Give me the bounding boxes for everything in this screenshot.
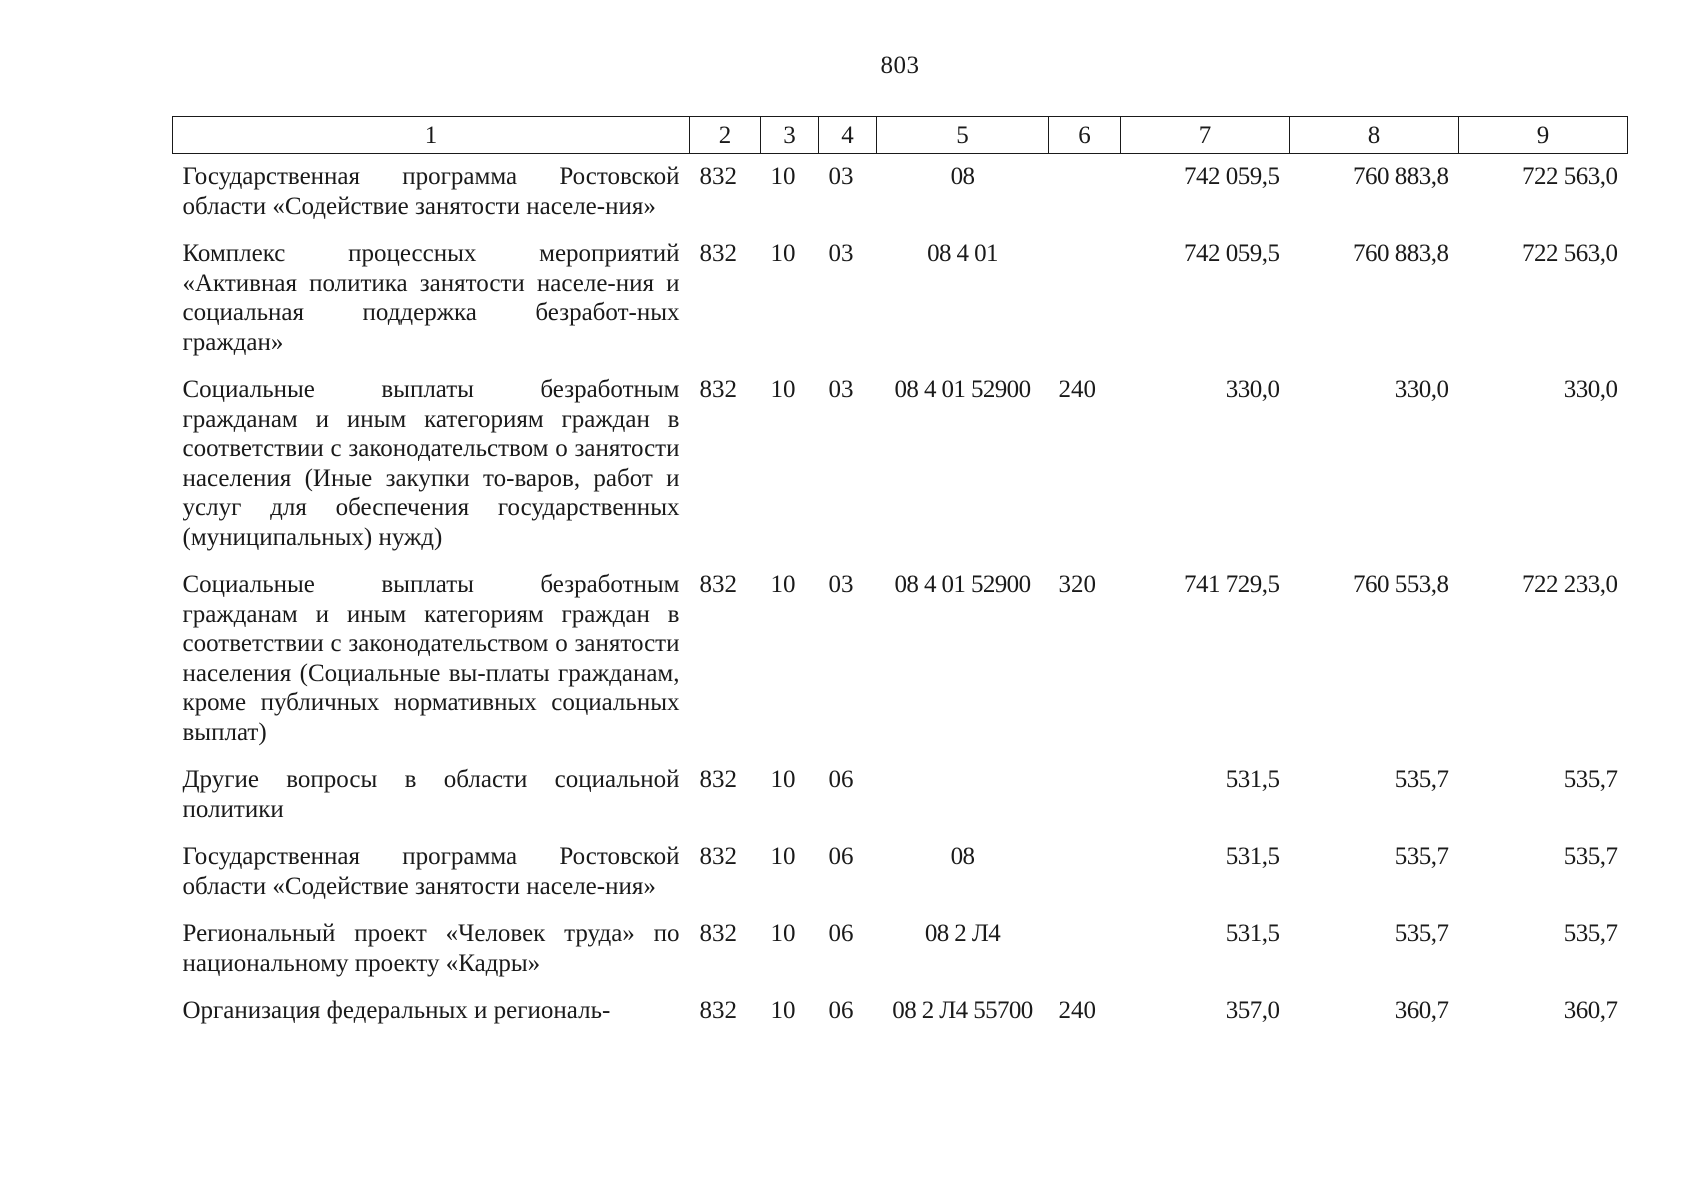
cell-expense-type — [1049, 231, 1121, 367]
cell-amount-col8: 760 883,8 — [1353, 163, 1449, 190]
table-row — [173, 757, 1628, 834]
cell-amount-col8: 760 553,8 — [1353, 571, 1449, 598]
cell-section-code: 10 — [770, 163, 796, 190]
cell-amount-col9: 330,0 — [1563, 376, 1618, 403]
cell-amount-col9: 535,7 — [1563, 920, 1618, 947]
cell-amount-col9: 535,7 — [1563, 766, 1618, 793]
cell-amount-col8: 360,7 — [1394, 997, 1449, 1024]
header-col-8: 8 — [1290, 117, 1459, 154]
row-description: Комплекс процессных мероприятий «Активная политика занятости населе-ния и социальная поддержка безработ-ных граждан» — [182, 240, 680, 356]
header-col-3: 3 — [761, 117, 819, 154]
cell-amount-col8: 330,0 — [1394, 376, 1449, 403]
header-col-7: 7 — [1121, 117, 1290, 154]
cell-expense-type — [1049, 834, 1121, 911]
cell-expense-type: 320 — [1058, 571, 1096, 598]
cell-target-article: 08 4 01 52900 — [894, 571, 1031, 598]
cell-ministry-code: 832 — [699, 766, 737, 793]
row-description: Социальные выплаты безработным гражданам и иным категориям граждан в соответствии с законодательством о занятости населения (Социальные вы-платы гражданам, кроме публичных нормативных социальных выплат) — [182, 571, 680, 746]
budget-table — [172, 116, 1628, 1036]
cell-section-code: 10 — [770, 843, 796, 870]
cell-subsection-code: 06 — [828, 843, 854, 870]
cell-amount-col7: 357,0 — [1225, 997, 1280, 1024]
cell-amount-col7: 531,5 — [1225, 920, 1280, 947]
cell-ministry-code: 832 — [699, 376, 737, 403]
cell-amount-col9: 535,7 — [1563, 843, 1618, 870]
cell-section-code: 10 — [770, 920, 796, 947]
cell-expense-type — [1049, 911, 1121, 988]
cell-section-code: 10 — [770, 240, 796, 267]
row-description: Региональный проект «Человек труда» по национальному проекту «Кадры» — [182, 920, 680, 977]
cell-subsection-code: 03 — [828, 571, 854, 598]
cell-ministry-code: 832 — [699, 920, 737, 947]
table-body — [173, 154, 1628, 1036]
cell-target-article: 08 4 01 52900 — [894, 376, 1031, 403]
table-row — [173, 988, 1628, 1036]
header-col-4: 4 — [819, 117, 877, 154]
cell-expense-type — [1049, 154, 1121, 232]
cell-amount-col9: 722 563,0 — [1522, 240, 1618, 267]
cell-amount-col8: 535,7 — [1394, 766, 1449, 793]
cell-amount-col8: 535,7 — [1394, 920, 1449, 947]
cell-amount-col7: 330,0 — [1225, 376, 1280, 403]
cell-section-code: 10 — [770, 376, 796, 403]
cell-expense-type: 240 — [1058, 997, 1096, 1024]
cell-section-code: 10 — [770, 997, 796, 1024]
header-col-6: 6 — [1049, 117, 1121, 154]
cell-subsection-code: 03 — [828, 376, 854, 403]
cell-subsection-code: 06 — [828, 766, 854, 793]
table-row — [173, 834, 1628, 911]
cell-target-article: 08 2 Л4 — [924, 920, 1001, 947]
table-row — [173, 231, 1628, 367]
header-col-2: 2 — [690, 117, 761, 154]
cell-amount-col7: 531,5 — [1225, 843, 1280, 870]
cell-expense-type: 240 — [1058, 376, 1096, 403]
header-col-5: 5 — [877, 117, 1049, 154]
cell-amount-col9: 722 563,0 — [1522, 163, 1618, 190]
cell-amount-col7: 742 059,5 — [1184, 163, 1280, 190]
cell-expense-type — [1049, 757, 1121, 834]
cell-subsection-code: 06 — [828, 920, 854, 947]
cell-subsection-code: 03 — [828, 240, 854, 267]
row-description: Государственная программа Ростовской области «Содействие занятости населе-ния» — [182, 163, 680, 220]
cell-subsection-code: 03 — [828, 163, 854, 190]
cell-section-code: 10 — [770, 766, 796, 793]
row-description: Государственная программа Ростовской области «Содействие занятости населе-ния» — [182, 843, 680, 900]
table-row — [173, 911, 1628, 988]
cell-amount-col9: 722 233,0 — [1522, 571, 1618, 598]
cell-amount-col8: 760 883,8 — [1353, 240, 1449, 267]
cell-amount-col7: 741 729,5 — [1184, 571, 1280, 598]
cell-subsection-code: 06 — [828, 997, 854, 1024]
row-description: Другие вопросы в области социальной политики — [182, 766, 680, 823]
cell-amount-col8: 535,7 — [1394, 843, 1449, 870]
cell-amount-col7: 742 059,5 — [1184, 240, 1280, 267]
cell-ministry-code: 832 — [699, 240, 737, 267]
cell-ministry-code: 832 — [699, 843, 737, 870]
cell-section-code: 10 — [770, 571, 796, 598]
cell-target-article: 08 — [950, 163, 975, 190]
cell-target-article — [877, 757, 1049, 834]
cell-ministry-code: 832 — [699, 997, 737, 1024]
cell-ministry-code: 832 — [699, 571, 737, 598]
header-col-1: 1 — [173, 117, 690, 154]
cell-amount-col7: 531,5 — [1225, 766, 1280, 793]
cell-target-article: 08 2 Л4 55700 — [892, 997, 1033, 1024]
cell-amount-col9: 360,7 — [1563, 997, 1618, 1024]
table-header — [173, 117, 1628, 154]
cell-target-article: 08 — [950, 843, 975, 870]
header-col-9: 9 — [1459, 117, 1628, 154]
cell-ministry-code: 832 — [699, 163, 737, 190]
table-row — [173, 367, 1628, 562]
page-number: 803 — [880, 52, 920, 79]
row-description: Организация федеральных и региональ- — [182, 997, 611, 1024]
table-row — [173, 154, 1628, 232]
header-row — [173, 117, 1628, 154]
table-row — [173, 562, 1628, 757]
row-description: Социальные выплаты безработным гражданам и иным категориям граждан в соответствии с законодательством о занятости населения (Иные закупки то-варов, работ и услуг для обеспечения государственных (муниципальных) нужд) — [182, 376, 680, 551]
cell-target-article: 08 4 01 — [927, 240, 998, 267]
